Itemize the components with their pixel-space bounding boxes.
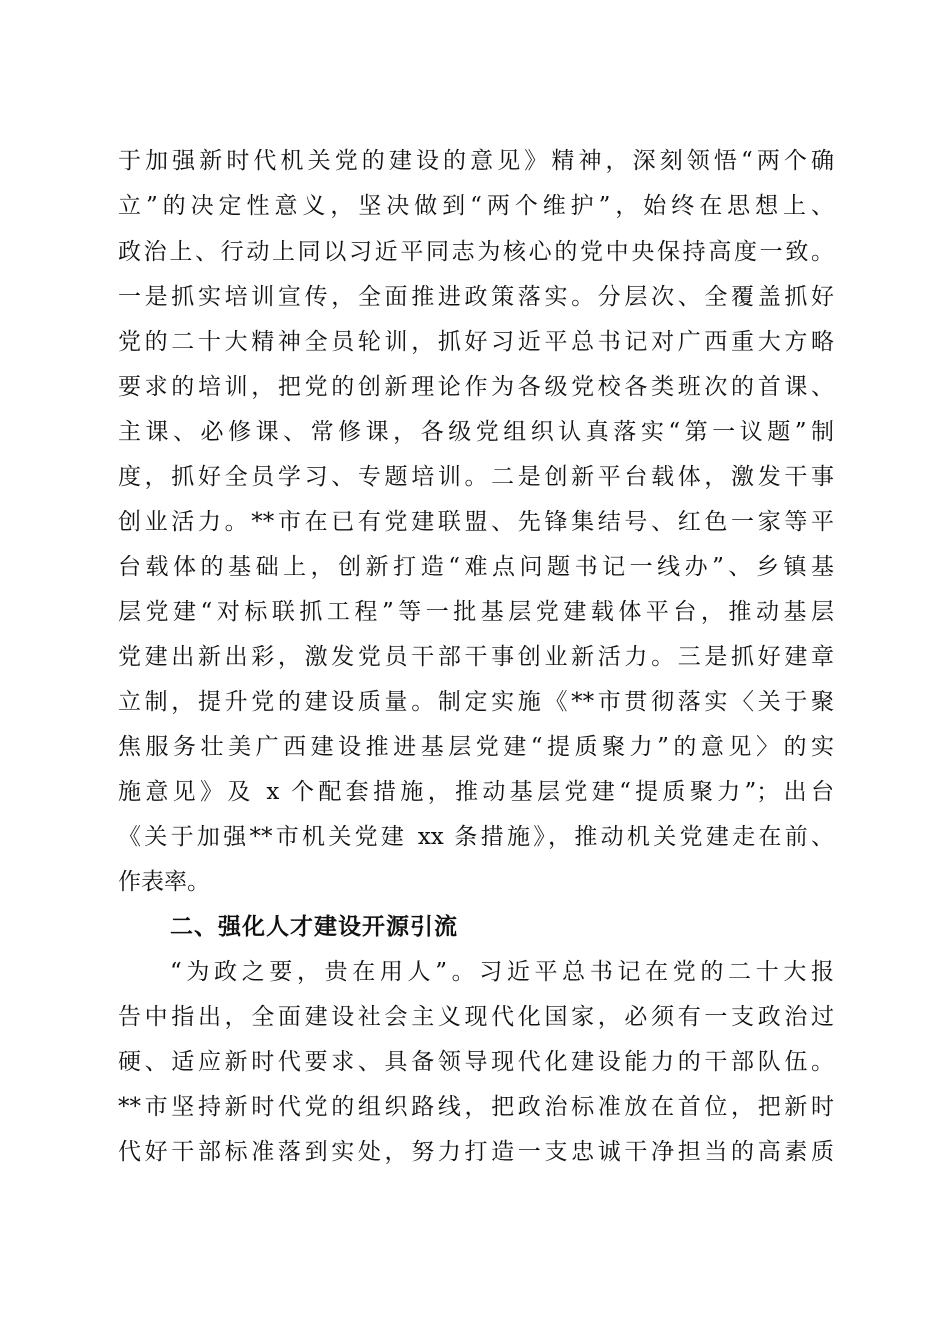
- body-text-line: **市坚持新时代党的组织路线，把政治标准放在首位，把新时: [118, 1094, 834, 1120]
- body-text-line: 主课、必修课、常修课，各级党组织认真落实“第一议题”制: [118, 419, 834, 445]
- body-text-line: 党的二十大精神全员轮训，抓好习近平总书记对广西重大方略: [118, 329, 834, 355]
- body-text-line: 告中指出，全面建设社会主义现代化国家，必须有一支政治过: [118, 1004, 834, 1030]
- body-text-line: 要求的培训，把党的创新理论作为各级党校各类班次的首课、: [118, 374, 834, 400]
- section-heading: 二、强化人才建设开源引流: [170, 914, 458, 940]
- body-text-line: 党建出新出彩，激发党员干部干事创业新活力。三是抓好建章: [118, 644, 834, 670]
- body-text-line: 代好干部标准落到实处，努力打造一支忠诚干净担当的高素质: [118, 1139, 834, 1165]
- body-text-line: 于加强新时代机关党的建设的意见》精神，深刻领悟“两个确: [118, 148, 834, 174]
- body-text-line: 层党建“对标联抓工程”等一批基层党建载体平台，推动基层: [118, 599, 834, 625]
- body-text-line: 一是抓实培训宣传，全面推进政策落实。分层次、全覆盖抓好: [118, 284, 834, 310]
- body-text-line: 度，抓好全员学习、专题培训。二是创新平台载体，激发干事: [118, 464, 834, 490]
- body-text-line: 立制，提升党的建设质量。制定实施《**市贯彻落实〈关于聚: [118, 689, 834, 715]
- body-text-line: 立”的决定性意义，坚决做到“两个维护”，始终在思想上、: [118, 193, 834, 219]
- body-text-line: “为政之要，贵在用人”。习近平总书记在党的二十大报: [170, 959, 834, 985]
- body-text-line: 政治上、行动上同以习近平同志为核心的党中央保持高度一致。: [118, 239, 834, 265]
- body-text-line: 《关于加强**市机关党建 xx 条措施》，推动机关党建走在前、: [118, 824, 834, 850]
- body-text-line: 硬、适应新时代要求、具备领导现代化建设能力的干部队伍。: [118, 1049, 834, 1075]
- body-text-line: 台载体的基础上，创新打造“难点问题书记一线办”、乡镇基: [118, 554, 834, 580]
- body-text-line: 焦服务壮美广西建设推进基层党建“提质聚力”的意见〉的实: [118, 734, 834, 760]
- body-text-line: 作表率。: [118, 869, 210, 895]
- body-text-line: 创业活力。**市在已有党建联盟、先锋集结号、红色一家等平: [118, 509, 834, 535]
- body-text-line: 施意见》及 x 个配套措施，推动基层党建“提质聚力”；出台: [118, 779, 834, 805]
